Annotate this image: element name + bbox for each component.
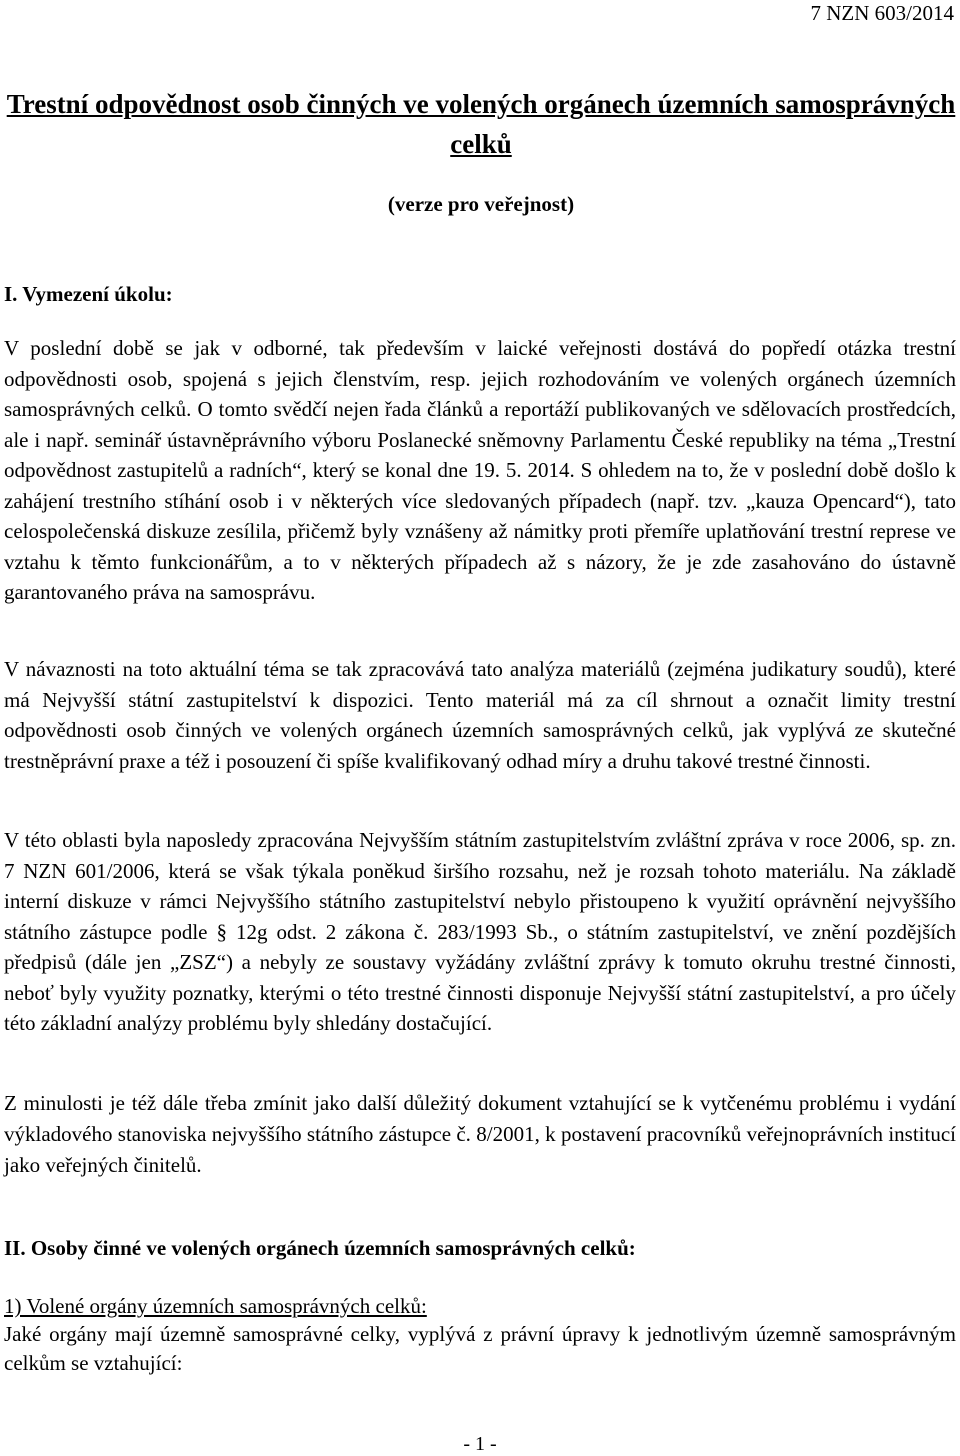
section1-paragraph-2: V návaznosti na toto aktuální téma se tak zpracovává tato analýza materiálů (zejména judikatury soudů), které má Nejvyšší státní zastupitelství k dispozici. Tento materiál má za cíl shrnout a označit limity trestní odpovědnosti osob činných ve volených orgánech územních samosprávných celků, jak vyplývá ze skutečné trestněprávní praxe a též i posouzení či spíše kvalifikovaný odhad míry a druhu takové trestné činnosti. — [4, 657, 956, 773]
section1-paragraph-3: V této oblasti byla naposledy zpracována Nejvyšším státním zastupitelstvím zvláštní zpráva v roce 2006, sp. zn. 7 NZN 601/2006, která se však týkala poněkud širšího rozsahu, než je rozsah tohoto materiálu. Na základě interní diskuze v rámci Nejvyššího státního zastupitelství nebylo přistoupeno k využití oprávnění nejvyššího státního zástupce podle § 12g odst. 2 zákona č. 283/1993 Sb., o státním zastupitelství, ve znění pozdějších předpisů (dále jen „ZSZ“) a nebyly ze soustavy vyžádány zvláštní zprávy k tomuto okruhu trestné činnosti, neboť byly využity poznatky, kterými o této trestné činnosti disponuje Nejvyšší státní zastupitelství, a pro účely této základní analýzy problému byly shledány dostačující. — [4, 828, 956, 1035]
section-heading-1: I. Vymezení úkolu: — [4, 282, 173, 306]
document-reference-number: 7 NZN 603/2014 — [810, 1, 954, 25]
section1-paragraph-4: Z minulosti je též dále třeba zmínit jako další důležitý dokument vztahující se k vytčenému problému i vydání výkladového stanoviska nejvyššího státního zástupce č. 8/2001, k postavení pracovníků veřejnoprávních institucí jako veřejných činitelů. — [4, 1091, 956, 1177]
subsection-heading: 1) Volené orgány územních samosprávných celků: — [4, 1294, 427, 1318]
section1-paragraph-1: V poslední době se jak v odborné, tak především v laické veřejnosti dostává do popředí otázka trestní odpovědnosti osob, spojená s jejich členstvím, resp. jejich rozhodováním ve volených orgánech územních samosprávných celků. O tomto svědčí nejen řada článků a reportáží publikovaných ve sdělovacích prostředcích, ale i např. seminář ústavněprávního výboru Poslanecké sněmovny Parlamentu České republiky na téma „Trestní odpovědnost zastupitelů a radních“, který se konal dne 19. 5. 2014. S ohledem na to, že v poslední době došlo k zahájení trestního stíhání osob i v některých více sledovaných případech (např. tzv. „kauza Opencard“), tato celospolečenská diskuze zesílila, přičemž byly vznášeny až námitky proti přemíře uplatňování trestní represe ve vztahu k těmto funkcionářům, a to v některých případech až s názory, že je zde zasahováno do ústavně garantovaného práva na samosprávu. — [4, 336, 956, 604]
section-heading-2: II. Osoby činné ve volených orgánech územních samosprávných celků: — [4, 1236, 636, 1260]
page-number: - 1 - — [463, 1433, 497, 1455]
section2-paragraph: Jaké orgány mají územně samosprávné celky, vyplývá z právní úpravy k jednotlivým územně samosprávným celkům se vztahující: — [4, 1322, 956, 1375]
document-subtitle: (verze pro veřejnost) — [387, 192, 575, 216]
document-title: Trestní odpovědnost osob činných ve volených orgánech územních samosprávných celků — [6, 89, 956, 159]
